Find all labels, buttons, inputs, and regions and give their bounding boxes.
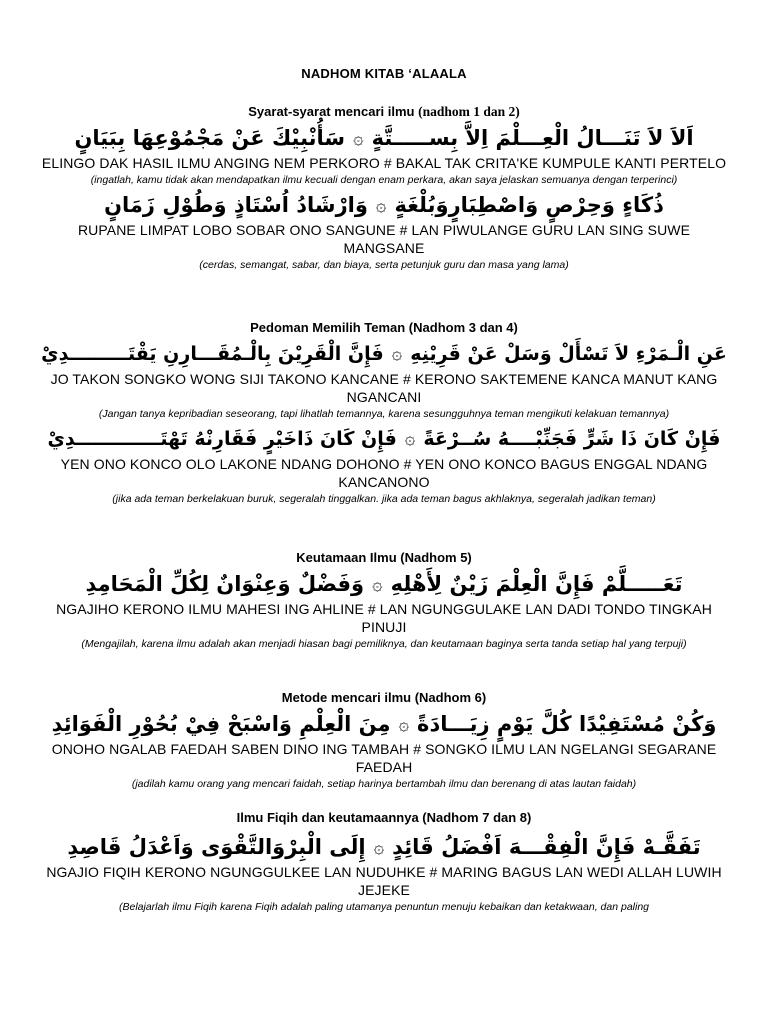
verse-hemistich-second: إِلَى الْبِرْوَالتَّقْوَى وَاَعْدَلُ قَاصِدِ <box>67 835 366 859</box>
verse-separator-icon: ۞ <box>398 714 410 735</box>
section-heading <box>40 102 728 122</box>
section-ilmu-fiqih <box>40 808 728 916</box>
indonesian-meaning: (jadilah kamu orang yang mencari faidah, setiap harinya bertambah ilmu dan berenang di atas lautan faidah) <box>131 778 637 790</box>
section-pedoman-teman <box>40 318 728 508</box>
section-heading: Keutamaan Ilmu (Nadhom 5) <box>296 550 472 565</box>
section-heading: Metode mencari ilmu (Nadhom 6) <box>281 690 487 705</box>
section-heading: Pedoman Memilih Teman (Nadhom 3 dan 4) <box>250 320 518 335</box>
arabic-verse <box>40 338 728 370</box>
indonesian-meaning: (ingatlah, kamu tidak akan mendapatkan ilmu kecuali dengan enam perkara, akan saya jelaskan semuanya dengan terperinci) <box>90 174 678 186</box>
arabic-verse <box>40 708 728 740</box>
section-heading-sub: (nadhom 1 dan 2) <box>418 104 520 119</box>
verse-separator-icon: ۞ <box>391 343 403 364</box>
arabic-verse <box>40 568 728 600</box>
section-metode <box>40 688 728 793</box>
arabic-verse <box>40 189 728 221</box>
javanese-translation: ELINGO DAK HASIL ILMU ANGING NEM PERKORO # BAKAL TAK CRITA'KE KUMPULE KANTI PERTELO <box>41 155 727 171</box>
section-heading-text: Syarat-syarat mencari ilmu <box>248 104 415 119</box>
verse-hemistich-second: فَإِنَّ الْقَرِيْنَ بِالْـمُقَـــارِنِ يَقْتَـــــــــدِيْ <box>41 343 384 365</box>
verse-separator-icon: ۞ <box>372 574 383 595</box>
indonesian-meaning: (Mengajilah, karena ilmu adalah akan menjadi hiasan bagi pemiliknya, dan keutamaan baginya serta tanda setiap hal yang terpuji) <box>81 638 687 650</box>
verse-hemistich-second: فَإِنْ كَانَ ذَاخَيْرٍ فَقَارِنْهُ تَهْتَـــــــــــــدِيْ <box>47 428 397 450</box>
verse-hemistich-first: تَعَـــــلَّمْ فَإِنَّ الْعِلْمَ زَيْنٌ لِأَهْلِهِ <box>390 572 683 596</box>
arabic-verse <box>40 122 728 154</box>
verse-separator-icon: ۞ <box>373 837 385 858</box>
indonesian-meaning: (cerdas, semangat, sabar, dan biaya, serta petunjuk guru dan masa yang lama) <box>199 259 569 271</box>
verse-hemistich-second: وَارْشَادُ اُسْتَاذٍ وَطُوْلِ زَمَانٍ <box>104 193 368 217</box>
javanese-translation: RUPANE LIMPAT LOBO SOBAR ONO SANGUNE # LAN PIWULANGE GURU LAN SING SUWE MANGSANE <box>77 222 691 256</box>
document-title: NADHOM KITAB ‘ALAALA <box>301 66 467 81</box>
arabic-verse <box>40 831 728 863</box>
section-keutamaan-ilmu <box>40 548 728 653</box>
verse-hemistich-first: فَإِنْ كَانَ ذَا شَرٍّ فَجَنِّبْــــهُ سُــرْعَةً <box>423 428 721 450</box>
verse-hemistich-first: وَكُنْ مُسْتَفِيْدًا كُلَّ يَوْمٍ زِيَـــادَةً <box>417 712 717 736</box>
section-heading: Ilmu Fiqih dan keutamaannya (Nadhom 7 dan 8) <box>236 810 532 825</box>
verse-hemistich-first: اَلاَ لاَ تَنَـــالُ الْعِـــلْمَ اِلاَّ بِســـــتَّةٍ <box>371 126 694 150</box>
javanese-translation: JO TAKON SONGKO WONG SIJI TAKONO KANCANE # KERONO SAKTEMENE KANCA MANUT KANG NGANCANI <box>50 371 718 405</box>
verse-separator-icon: ۞ <box>353 128 364 149</box>
verse-hemistich-first: تَفَقَّـهْ فَإِنَّ الْفِقْـــهَ اَفْضَلُ قَائِدٍ <box>392 835 701 859</box>
section-syarat <box>40 102 728 274</box>
indonesian-meaning: (jika ada teman berkelakuan buruk, segeralah tinggalkan. jika ada teman bagus akhlaknya, segeralah jadikan teman) <box>112 493 656 505</box>
verse-hemistich-first: عَنِ الْـمَرْءِ لاَ تَسْأَلْ وَسَلْ عَنْ قَرِيْنِهِ <box>410 343 727 365</box>
indonesian-meaning: (Jangan tanya kepribadian seseorang, tapi lihatlah temannya, karena sesungguhnya teman mengikuti kelakuan temannya) <box>98 408 670 420</box>
verse-separator-icon: ۞ <box>375 195 387 216</box>
arabic-verse <box>40 423 728 455</box>
verse-hemistich-first: ذُكَاءٍ وَحِرْصٍ وَاصْطِبَارٍوَبُلْغَةٍ <box>394 193 664 217</box>
javanese-translation: ONOHO NGALAB FAEDAH SABEN DINO ING TAMBAH # SONGKO ILMU LAN NGELANGI SEGARANE FAEDAH <box>51 741 717 775</box>
verse-separator-icon: ۞ <box>404 428 416 449</box>
indonesian-meaning: (Belajarlah ilmu Fiqih karena Fiqih adalah paling utamanya penuntun menuju kebaikan dan ketakwaan, dan paling <box>118 901 649 913</box>
verse-hemistich-second: وَفَضْلٌ وَعِنْوَانٌ لِكُلِّ الْمَحَامِدِ <box>85 572 365 596</box>
verse-hemistich-second: مِنَ الْعِلْمِ وَاسْبَحْ فِيْ بُحُوْرِ الْفَوَائِدِ <box>51 712 391 736</box>
javanese-translation: NGAJIO FIQIH KERONO NGUNGGULKEE LAN NUDUHKE # MARING BAGUS LAN WEDI ALLAH LUWIH JEJEKE <box>46 864 722 898</box>
javanese-translation: NGAJIHO KERONO ILMU MAHESI ING AHLINE # LAN NGUNGGULAKE LAN DADI TONDO TINGKAH PINUJI <box>56 601 712 635</box>
verse-hemistich-second: سَأُنْبِيْكَ عَنْ مَجْمُوْعِهَا بِبَيَانٍ <box>74 126 346 150</box>
javanese-translation: YEN ONO KONCO OLO LAKONE NDANG DOHONO # YEN ONO KONCO BAGUS ENGGAL NDANG KANCANONO <box>60 456 708 490</box>
